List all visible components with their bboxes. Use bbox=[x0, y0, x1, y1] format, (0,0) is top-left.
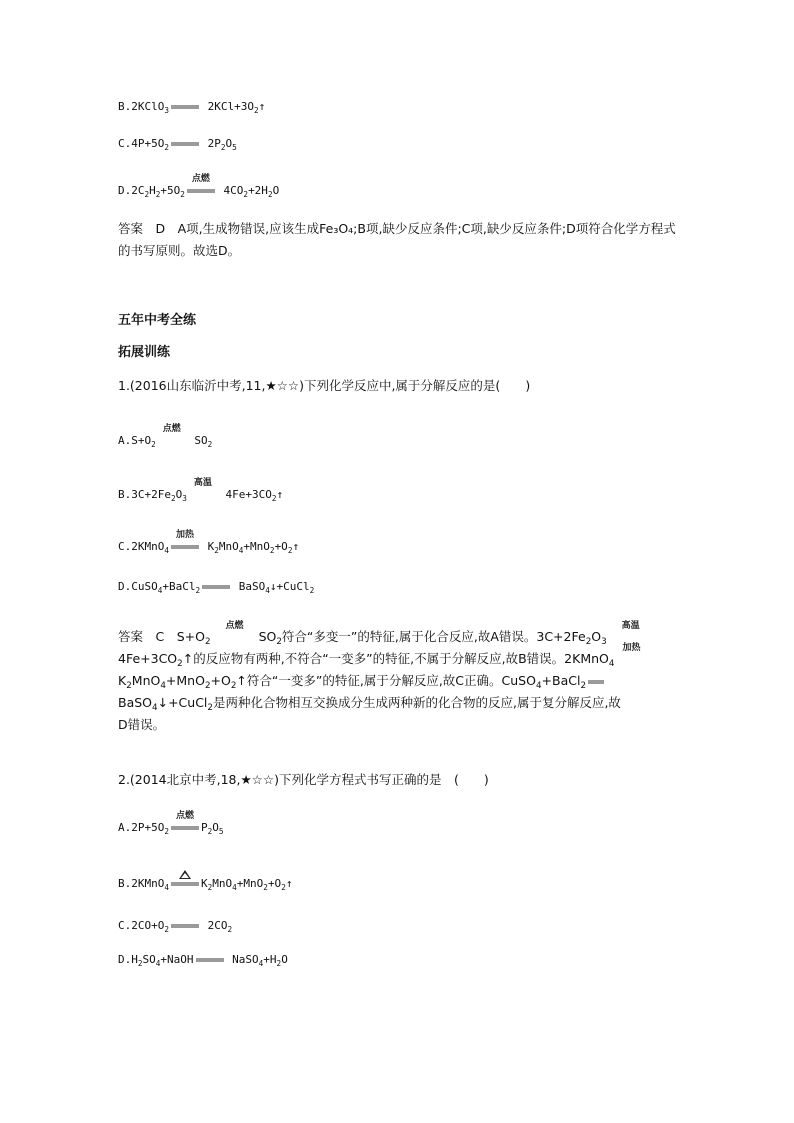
option-c-prev: $C.4P+5O_2$ $2P_2O_5$ bbox=[118, 137, 237, 152]
condition-label: 点燃 bbox=[176, 811, 195, 821]
triangle-icon bbox=[179, 870, 191, 879]
condition-label: 点燃 bbox=[225, 620, 244, 631]
q2-option-b: B.2KMnO$_4$ $K_2MnO_4+MnO_2+O_2↑$ bbox=[118, 876, 292, 892]
q1-option-c: C.2KMnO$_4$ 加热 $K_2MnO_4+MnO_2+O_2↑$ bbox=[118, 530, 300, 555]
option-label: B. bbox=[118, 100, 132, 113]
option-label: C. bbox=[118, 919, 132, 932]
q2-option-a: $A.2P+5O_2$ 点燃 $P_2O_5$ bbox=[118, 811, 224, 836]
equals-sign bbox=[158, 424, 186, 443]
condition-label: 高温 bbox=[621, 620, 640, 631]
q2-option-d: $D.H_2SO_4+NaOH$ $NaSO_4+H_2O$ bbox=[118, 953, 288, 968]
equals-sign bbox=[187, 174, 215, 193]
q1-option-d: D.CuSO$_4$+BaCl$_2$ BaSO$_4$↓+CuCl$_2$ bbox=[118, 580, 315, 595]
option-label: D. bbox=[118, 184, 132, 197]
section-title: 五年中考全练 bbox=[118, 313, 197, 328]
answer-text-5: D错误。 bbox=[118, 717, 166, 732]
answer-text-1: 符合“多变一”的特征,属于化合反应,故A错误。 bbox=[281, 629, 537, 644]
equals-sign bbox=[171, 811, 199, 830]
option-label: A. bbox=[118, 821, 132, 834]
q2-option-c: $C.2CO+O_2$ $2CO_2$ bbox=[118, 919, 233, 934]
option-label: C. bbox=[118, 540, 132, 553]
answer-text-2: 的反应物有两种,不符合“一变多”的特征,不属于分解反应,故B错误。 bbox=[193, 651, 565, 666]
condition-label: 加热 bbox=[176, 530, 195, 540]
equals-sign bbox=[196, 958, 224, 962]
condition-label: 加热 bbox=[622, 642, 641, 653]
equals-sign bbox=[171, 530, 199, 549]
equals-sign bbox=[609, 620, 653, 640]
answer-text-4: 是两种化合物相互交换成分生成两种新的化合物的反应,属于复分解反应,故 bbox=[212, 695, 621, 710]
option-label: C. bbox=[118, 137, 132, 150]
equals-sign bbox=[171, 142, 199, 146]
option-label: A. bbox=[118, 434, 132, 447]
equals-sign bbox=[171, 105, 199, 109]
option-label: B. bbox=[118, 877, 132, 890]
option-b-prev: B.2KClO$_3$ $2KCl+3O_2↑$ bbox=[118, 100, 266, 115]
condition-label: 高温 bbox=[193, 478, 212, 488]
condition-label: 点燃 bbox=[162, 424, 181, 434]
option-d-prev: $D.2C_2H_2+5O_2$ 点燃 $4CO_2+2H_2O$ bbox=[118, 174, 280, 199]
equals-sign bbox=[189, 478, 217, 497]
equals-sign bbox=[202, 585, 230, 589]
q1-option-b: $B.3C+2Fe_2O_3$ 高温 $4Fe+3CO_2↑$ bbox=[118, 478, 284, 503]
question-2-stem: 2.(2014北京中考,18,★☆☆)下列化学方程式书写正确的是 ( ) bbox=[118, 772, 489, 787]
question-1-stem: 1.(2016山东临沂中考,11,★☆☆)下列化学反应中,属于分解反应的是( ) bbox=[118, 378, 531, 393]
equals-sign bbox=[616, 642, 646, 662]
answer-lead: 答案 C bbox=[118, 629, 177, 644]
option-label: D. bbox=[118, 953, 132, 966]
option-label: D. bbox=[118, 580, 132, 593]
subsection-title: 拓展训练 bbox=[118, 345, 171, 360]
condition-label: 点燃 bbox=[191, 174, 210, 184]
option-label: B. bbox=[118, 488, 132, 501]
equals-sign bbox=[171, 882, 199, 886]
answer-block-2: 答案 C $S+O_2$ 点燃 $SO_2$符合“多变一”的特征,属于化合反应,故A错误。$3C+2Fe_2O_3$ 高温 $4Fe+3CO_2↑$的反应物有两种,不符合“一变多”的特征,不属于分解反应,故B错误。2KMnO$_4$ 加热 $K_2MnO_4+MnO_2+O_2↑$符合“一变多”的特征,属于分解反应,故C正确。CuSO$_4$+BaCl$_2$ BaSO$_4$↓+CuCl$_2$是两种化合物相互交换成分生成两种新的化合物的反应,属于复分解反应,故 D错误。 bbox=[118, 626, 678, 736]
answer-text-3: 符合“一变多”的特征,属于分解反应,故C正确。 bbox=[246, 673, 502, 688]
equals-sign bbox=[171, 924, 199, 928]
q1-option-a: $A.S+O_2$ 点燃 $SO_2$ bbox=[118, 424, 213, 449]
equals-sign bbox=[588, 680, 604, 684]
equals-sign bbox=[213, 620, 257, 640]
answer-block-1: 答案 D A项,生成物错误,应该生成Fe₃O₄;B项,缺少反应条件;C项,缺少反应条件;D项符合化学方程式的书写原则。故选D。 bbox=[118, 221, 676, 258]
